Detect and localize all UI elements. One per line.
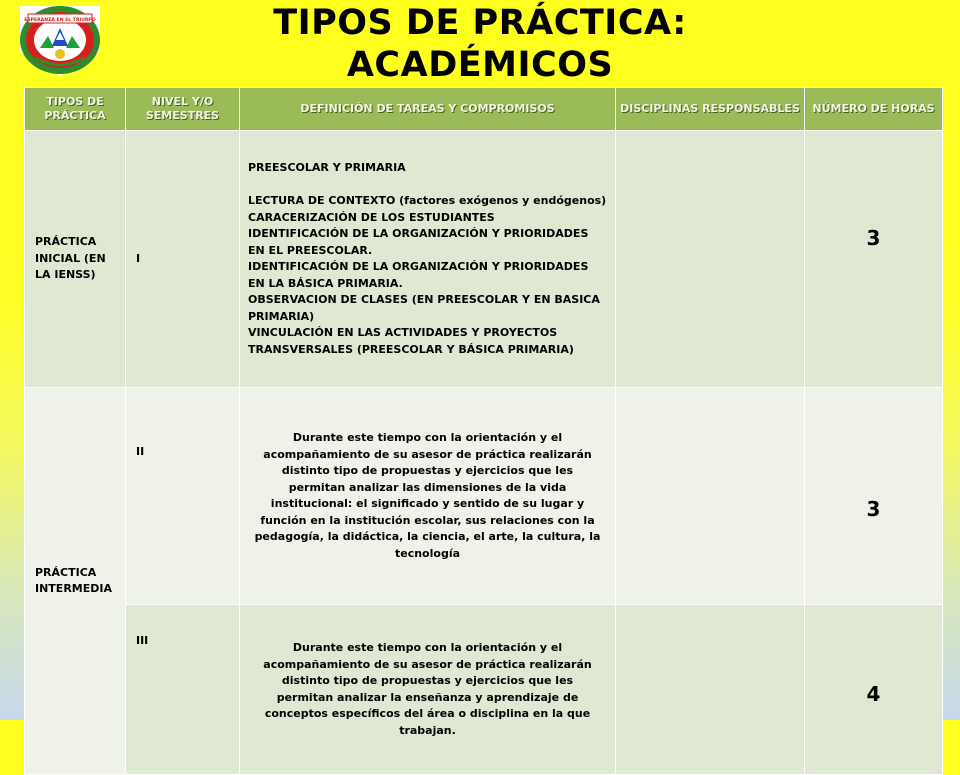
column-header-level: NIVEL Y/O SEMESTRES: [126, 88, 240, 131]
definition-line: VINCULACIÓN EN LAS ACTIVIDADES Y PROYECTOS TRANSVERSALES (PREESCOLAR Y BÁSICA PRIMARIA): [248, 326, 574, 356]
definition-cell: Durante este tiempo con la orientación y el acompañamiento de su asesor de práctica realizarán distinto tipo de propuestas y ejercicios que les permitan analizar la enseñanza y aprendizaje de conceptos específicos del área o disciplina en la que trabajan.: [240, 605, 616, 775]
table-row: [25, 131, 943, 388]
definition-cell: [240, 131, 616, 388]
hours-value: 3: [866, 496, 881, 521]
disciplines-cell: [616, 605, 805, 775]
definition-line: CARACERIZACIÓN DE LOS ESTUDIANTES: [248, 210, 495, 224]
school-crest-icon: [18, 2, 102, 78]
disciplines-cell: [616, 131, 805, 388]
definition-line: LECTURA DE CONTEXTO (factores exógenos y endógenos): [248, 194, 607, 207]
definition-line: OBSERVACION DE CLASES (EN PREESCOLAR Y EN BASICA PRIMARIA): [248, 293, 600, 323]
practice-type-cell: PRÁCTICA INTERMEDIA: [25, 388, 126, 775]
level-cell: III: [126, 605, 240, 775]
definition-heading: PREESCOLAR Y PRIMARIA: [248, 161, 406, 174]
disciplines-cell: [616, 388, 805, 605]
column-header-definition: DEFINICIÓN DE TAREAS Y COMPROMISOS: [240, 88, 616, 131]
page-title-line2: ACADÉMICOS: [346, 45, 614, 85]
hours-cell: [805, 131, 943, 388]
definition-line: IDENTIFICACIÓN DE LA ORGANIZACIÓN Y PRIORIDADES EN LA BÁSICA PRIMARIA.: [248, 260, 589, 290]
hours-cell: [805, 388, 943, 605]
page-title-line1: TIPOS DE PRÁCTICA:: [273, 3, 687, 43]
practice-types-table: [24, 87, 943, 775]
level-cell: I: [126, 131, 240, 388]
level-cell: II: [126, 388, 240, 605]
svg-text:ESPERANZA EN EL TRIUNFO: ESPERANZA EN EL TRIUNFO: [24, 18, 96, 23]
table-row: [25, 605, 943, 775]
practice-type-cell: PRÁCTICA INICIAL (EN LA IENSS): [25, 131, 126, 388]
school-logo: [18, 2, 102, 78]
table-header-row: [25, 88, 943, 131]
table-row: [25, 388, 943, 605]
hours-value: 3: [866, 225, 881, 250]
column-header-disciplines: DISCIPLINAS RESPONSABLES: [616, 88, 805, 131]
hours-value: 4: [866, 682, 881, 707]
column-header-type: TIPOS DE PRÁCTICA: [25, 88, 126, 131]
definition-line: IDENTIFICACIÓN DE LA ORGANIZACIÓN Y PRIORIDADES EN EL PREESCOLAR.: [248, 227, 589, 257]
definition-cell: Durante este tiempo con la orientación y el acompañamiento de su asesor de práctica realizarán distinto tipo de propuestas y ejercicios que les permitan analizar las dimensiones de la vida institucional: el significado y sentido de su lugar y función en la institución escolar, sus relaciones con la pedagogía, la didáctica, la ciencia, el arte, la cultura, la tecnología: [240, 388, 616, 605]
hours-cell: [805, 605, 943, 775]
column-header-hours: NÚMERO DE HORAS: [805, 88, 943, 131]
